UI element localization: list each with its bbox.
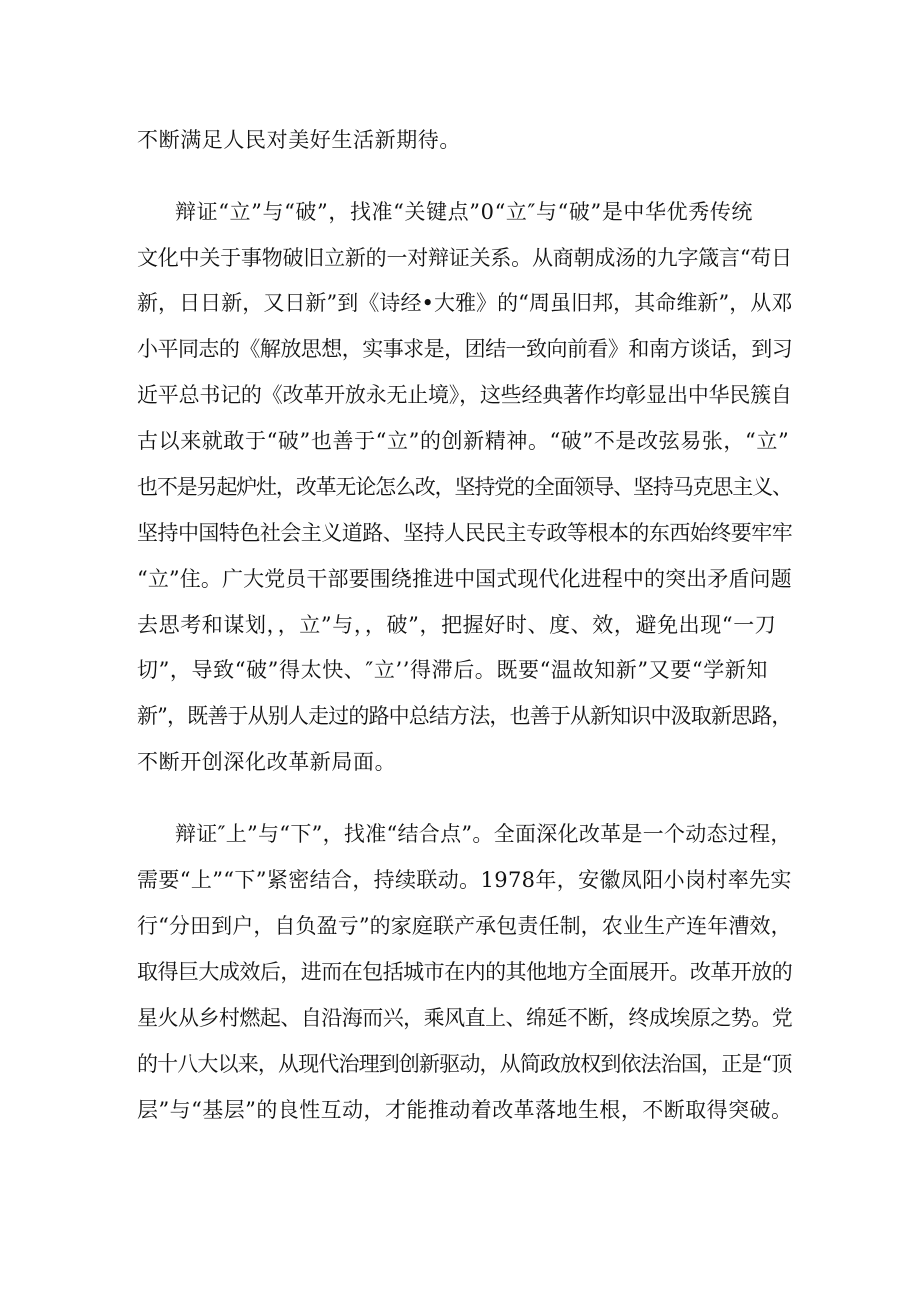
paragraph-2-line-6: 古以来就敢于“破”也善于“立”的创新精神。“破”不是改弦易张，“立” (137, 429, 790, 453)
paragraph-2-line-5: 近平总书记的《改革开放永无止境》，这些经典著作均彰显出中华民簇自 (137, 383, 792, 407)
paragraph-2-line-7: 也不是另起炉灶，改革无论怎么改，坚持党的全面领导、坚持马克思主义、 (137, 475, 792, 499)
paragraph-2-line-11: 切”，导致“破”得太快、″立’’得滞后。既要“温故知新”又要“学新知 (137, 658, 769, 682)
paragraph-3-line-6: 的十八大以来，从现代治理到创新驱动，从简政放权到依法治国，正是“顶 (137, 1052, 792, 1076)
paragraph-2-line-13: 不断开创深化改革新局面。 (137, 750, 397, 774)
paragraph-3-line-3: 行“分田到户，自负盈亏”的家庭联产承包责任制，农业生产连年漕效， (137, 914, 792, 938)
paragraph-2-line-3: 新，日日新，又日新”到《诗经•大雅》的“周虽旧邦，其命维新”，从邓 (137, 291, 793, 315)
paragraph-2-line-12: 新”，既善于从别人走过的路中总结方法，也善于从新知识中汲取新思路， (137, 704, 792, 728)
paragraph-2-line-9: “立”住。广大党员干部要围绕推进中国式现代化进程中的突出矛盾问题 (137, 567, 792, 591)
paragraph-3-line-4: 取得巨大成效后，进而在包括城市在内的其他地方全面展开。改革开放的 (137, 960, 793, 984)
paragraph-3-line-5: 星火从乡村燃起、自沿海而兴，乘风直上、绵延不断，终成埃原之势。党 (137, 1006, 793, 1030)
paragraph-3-line-2: 需要“上”“下”紧密结合，持续联动。1978年，安徽凤阳小岗村率先实 (137, 868, 792, 892)
paragraph-2-line-2: 文化中关于事物破旧立新的一对辩证关系。从商朝成汤的九字箴言“苟日 (137, 246, 792, 270)
paragraph-3-line-1: 辩证″上”与“下”，找准“结合点”。全面深化改革是一个动态过程， (175, 822, 792, 846)
paragraph-2-line-1: 辩证“立”与“破”，找准“关键点”0“立″与“破”是中华优秀传统 (175, 200, 754, 224)
paragraph-2-line-8: 坚持中国特色社会主义道路、坚持人民民主专政等根本的东西始终要牢牢 (137, 521, 793, 545)
paragraph-2-line-4: 小平同志的《解放思想，实事求是，团结一致向前看》和南方谈话，到习 (137, 337, 793, 361)
paragraph-3-line-7: 层”与“基层”的良性互动，才能推动着改革落地生根，不断取得突破。 (137, 1098, 793, 1122)
paragraph-2-line-10: 去思考和谋划，，立”与，，破”，把握好时、度、效，避免出现“一刀 (137, 613, 777, 637)
paragraph-1-line-1: 不断满足人民对美好生活新期待。 (137, 128, 461, 152)
